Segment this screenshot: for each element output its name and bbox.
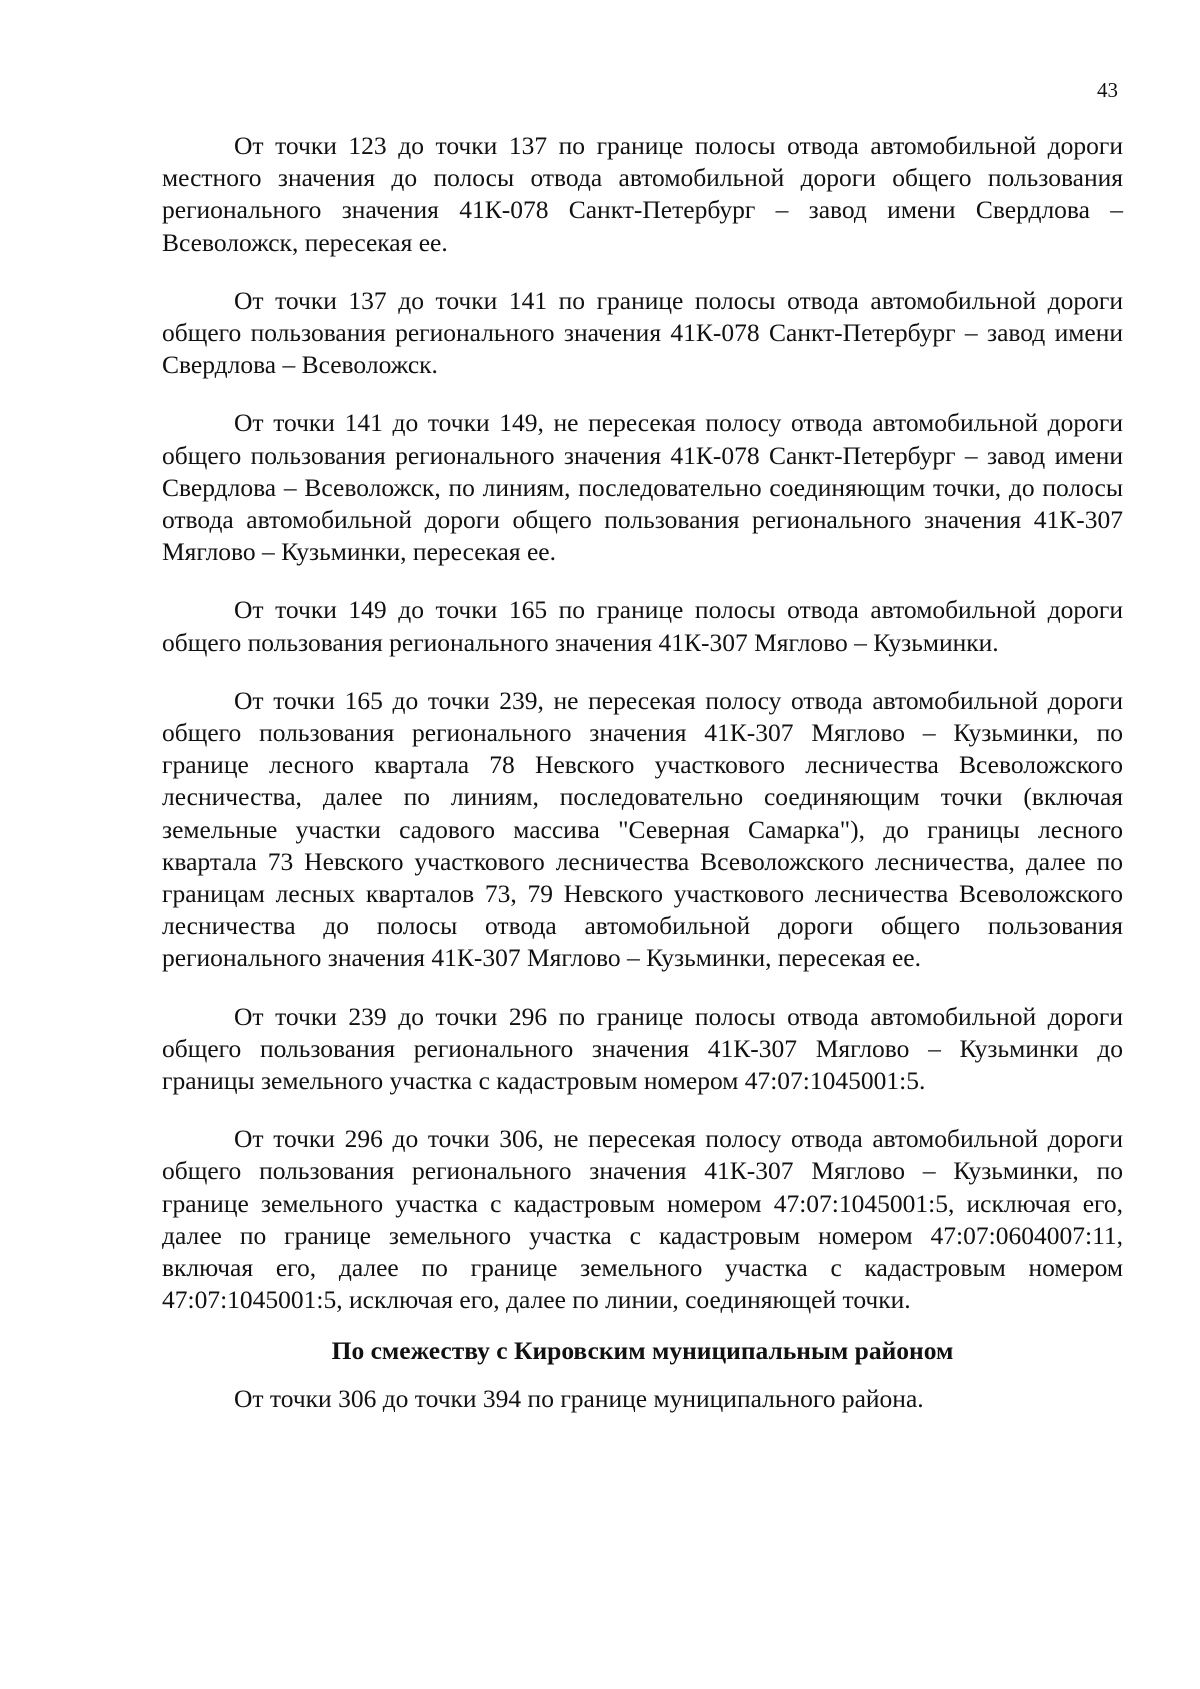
boundary-paragraph: От точки 141 до точки 149, не пересекая полосу отвода автомобильной дороги общего пользования регионального значения 41К-078 Санкт-Петербург – завод имени Свердлова – Всеволожск, по линиям, последовательно соединяющим точки, до полосы отвода автомобильной дороги общего пользования регионального значения 41К-307 Мяглово – Кузьминки, пересекая ее. — [162, 408, 1123, 567]
boundary-paragraph: От точки 165 до точки 239, не пересекая полосу отвода автомобильной дороги общего пользования регионального значения 41К-307 Мяглово – Кузьминки, по границе лесного квартала 78 Невского участкового лесничества Всеволожского лесничества, далее по линиям, последовательно соединяющим точки (включая земельные участки садового массива "Северная Самарка"), до границы лесного квартала 73 Невского участкового лесничества Всеволожского лесничества, далее по границам лесных кварталов 73, 79 Невского участкового лесничества Всеволожского лесничества до полосы отвода автомобильной дороги общего пользования регионального значения 41К-307 Мяглово – Кузьминки, пересекая ее. — [162, 685, 1123, 973]
boundary-paragraph: От точки 123 до точки 137 по границе полосы отвода автомобильной дороги местного значения до полосы отвода автомобильной дороги общего пользования регионального значения 41К-078 Санкт-Петербург – завод имени Свердлова – Всеволожск, пересекая ее. — [162, 131, 1123, 257]
boundary-paragraph: От точки 137 до точки 141 по границе полосы отвода автомобильной дороги общего пользования регионального значения 41К-078 Санкт-Петербург – завод имени Свердлова – Всеволожск. — [162, 285, 1123, 380]
document-body — [162, 130, 1123, 1415]
boundary-paragraph: От точки 239 до точки 296 по границе полосы отвода автомобильной дороги общего пользования регионального значения 41К-307 Мяглово – Кузьминки до границы земельного участка с кадастровым номером 47:07:1045001:5. — [162, 1001, 1123, 1096]
section-paragraph: От точки 306 до точки 394 по границе муниципального района. — [234, 1383, 924, 1413]
section-heading: По смежеству с Кировским муниципальным районом — [331, 1335, 954, 1365]
page-number: 43 — [1097, 78, 1118, 102]
boundary-paragraph: От точки 296 до точки 306, не пересекая полосу отвода автомобильной дороги общего пользования регионального значения 41К-307 Мяглово – Кузьминки, по границе земельного участка с кадастровым номером 47:07:1045001:5, исключая его, далее по границе земельного участка с кадастровым номером 47:07:0604007:11, включая его, далее по границе земельного участка с кадастровым номером 47:07:1045001:5, исключая его, далее по линии, соединяющей точки. — [162, 1124, 1123, 1315]
boundary-paragraph: От точки 149 до точки 165 по границе полосы отвода автомобильной дороги общего пользования регионального значения 41К-307 Мяглово – Кузьминки. — [162, 595, 1123, 657]
